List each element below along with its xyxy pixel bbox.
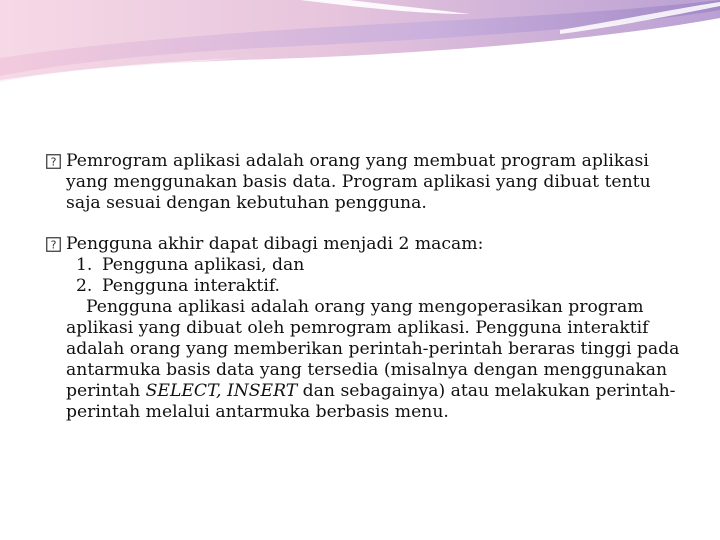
end-users-detail-commands: SELECT, INSERT bbox=[145, 381, 298, 401]
header-swoosh-graphic bbox=[0, 0, 720, 90]
end-users-detail bbox=[66, 297, 686, 423]
end-users-detail-part2: dan sebagainya) atau melakukan perintah-perintah melalui antarmuka berbasis menu. bbox=[66, 381, 676, 422]
paragraph-programmer bbox=[46, 151, 686, 214]
list-item-label: Pengguna interaktif. bbox=[102, 276, 281, 296]
list-item-number: 2. bbox=[76, 276, 93, 296]
missing-glyph-box-icon bbox=[46, 154, 61, 169]
end-users-detail-part1: Pengguna aplikasi adalah orang yang mengoperasikan program aplikasi yang dibuat oleh pemrogram aplikasi. Pengguna interaktif adalah orang yang memberikan perintah-perintah beraras tinggi pada antarmuka basis data yang tersedia (misalnya dengan menggunakan perintah bbox=[66, 297, 680, 401]
list-item-number: 1. bbox=[76, 255, 93, 275]
list-item bbox=[66, 255, 686, 276]
slide-content bbox=[46, 151, 686, 423]
paragraph-programmer-text: Pemrogram aplikasi adalah orang yang membuat program aplikasi yang menggunakan basis data. Program aplikasi yang dibuat tentu saja sesuai dengan kebutuhan pengguna. bbox=[66, 151, 651, 213]
missing-glyph-box-icon bbox=[46, 237, 61, 252]
list-item-label: Pengguna aplikasi, dan bbox=[102, 255, 305, 275]
slide-header-decoration bbox=[0, 0, 720, 90]
svg-text:?: ? bbox=[50, 238, 57, 252]
paragraph-end-users bbox=[46, 234, 686, 423]
end-users-intro: Pengguna akhir dapat dibagi menjadi 2 macam: bbox=[66, 234, 484, 254]
svg-text:?: ? bbox=[50, 155, 57, 169]
list-item bbox=[66, 276, 686, 297]
